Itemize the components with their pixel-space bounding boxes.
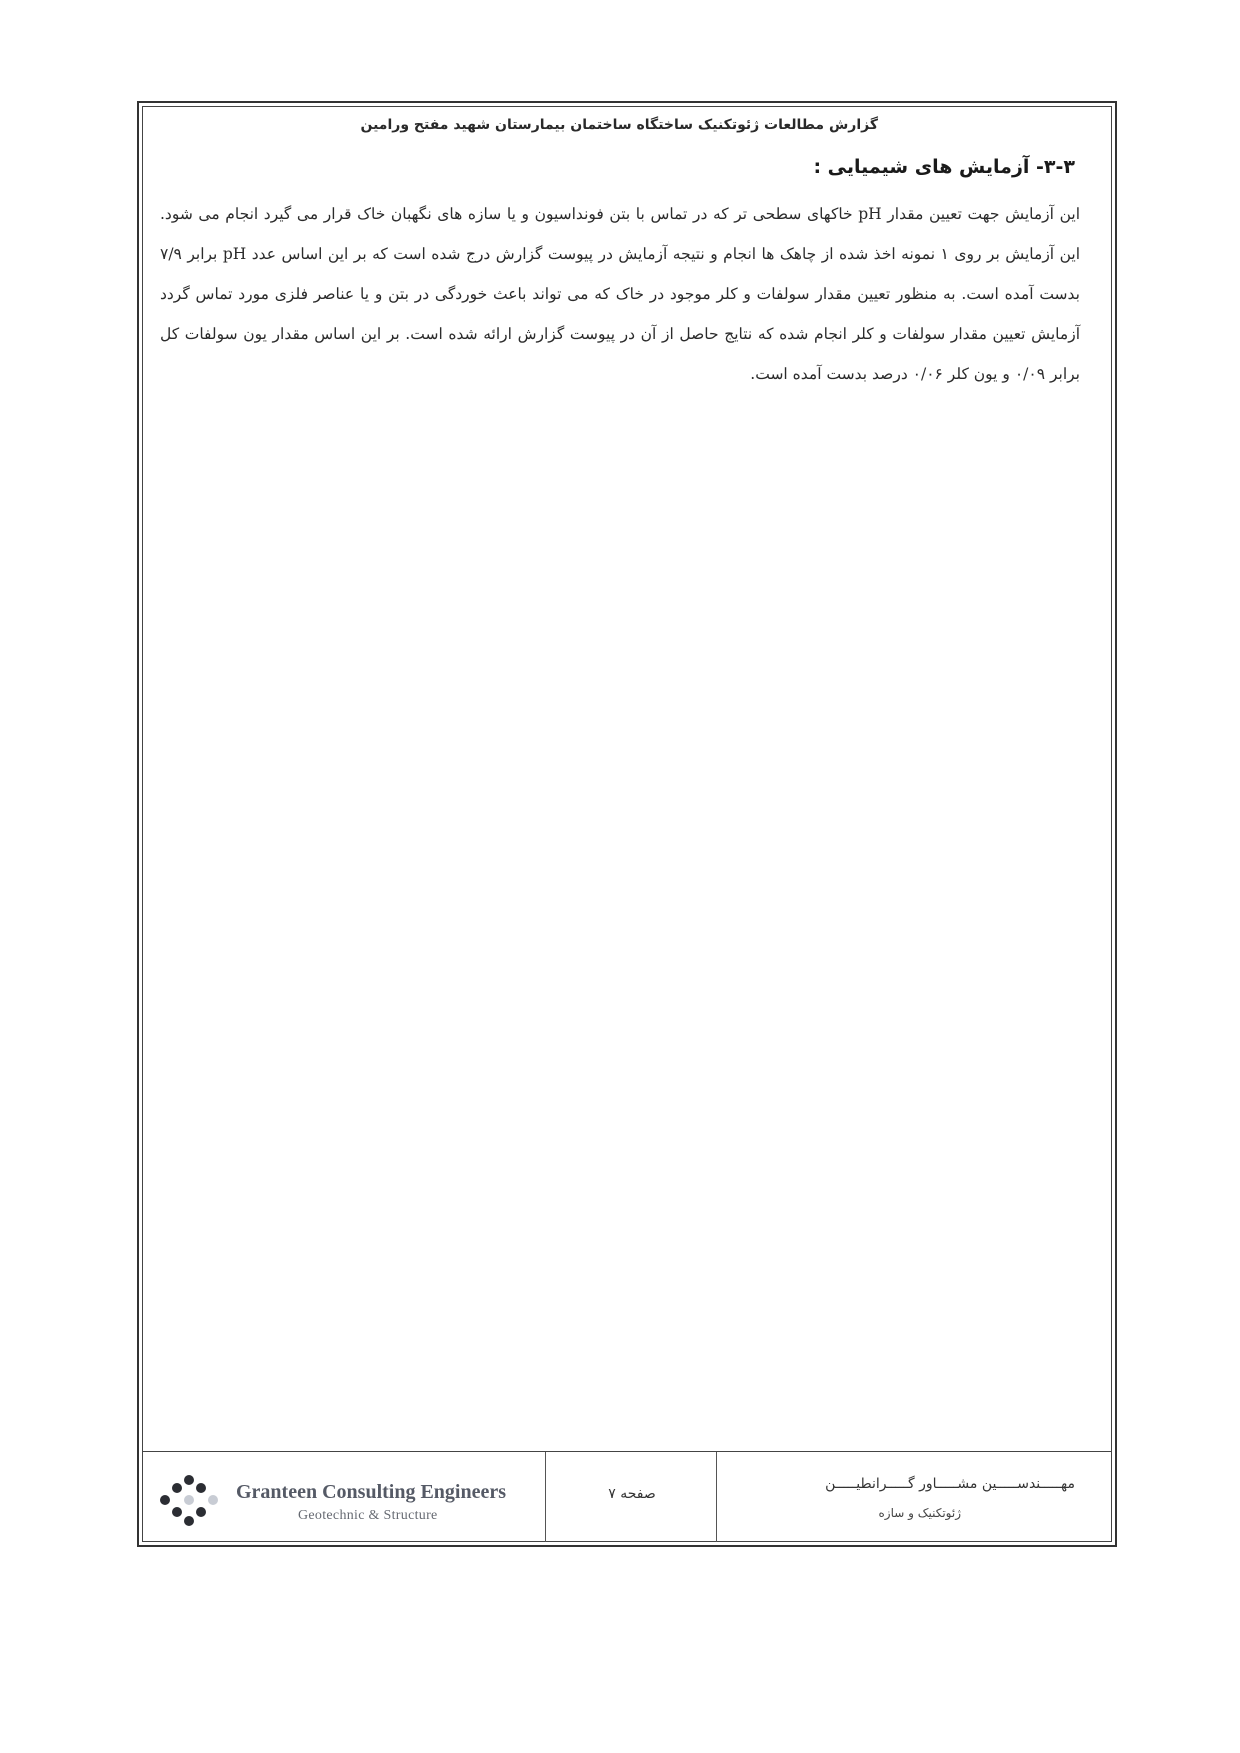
company-name-persian: مهـــــندســـــین مشـــــاور گـــــرانطیـــــن	[825, 1476, 1075, 1492]
logo-dot	[184, 1495, 194, 1505]
company-tagline-english: Geotechnic & Structure	[298, 1508, 438, 1523]
page-footer	[143, 1451, 1111, 1541]
granteen-logo-icon	[159, 1474, 219, 1526]
logo-dot	[196, 1483, 206, 1493]
company-name-english: Granteen Consulting Engineers	[236, 1481, 507, 1503]
report-header-title: گزارش مطالعات ژئوتکنیک ساختگاه ساختمان بیمارستان شهید مفتح ورامین	[360, 117, 878, 133]
logo-dot	[160, 1495, 170, 1505]
footer-company-cell	[717, 1452, 1111, 1542]
footer-page-cell	[545, 1452, 717, 1542]
page-number: صفحه ۷	[608, 1486, 656, 1502]
section-heading: ۳-۳- آزمایش های شیمیایی :	[813, 156, 1075, 178]
logo-dot	[184, 1475, 194, 1485]
logo-dot	[172, 1483, 182, 1493]
footer-logo-cell	[143, 1452, 545, 1542]
company-tagline-persian: ژئوتکنیک و سازه	[878, 1506, 961, 1520]
body-paragraph: این آزمایش جهت تعیین مقدار pH خاکهای سطحی تر که در تماس با بتن فونداسیون و یا سازه های نگهبان خاک قرار می گیرد انجام می شود. این آزمایش بر روی ۱ نمونه اخذ شده از چاهک ها انجام و نتیجه آزمایش در پیوست گزارش درج شده است که بر این اساس عدد pH برابر ۷/۹ بدست آمده است. به منظور تعیین مقدار سولفات و کلر موجود در خاک که می تواند باعث خوردگی در بتن و یا عناصر فلزی مورد تماس گردد آزمایش تعیین مقدار سولفات و کلر انجام شده که نتایج حاصل از آن در پیوست گزارش ارائه شده است. بر این اساس مقدار یون سولفات کل برابر ۰/۰۹ و یون کلر ۰/۰۶ درصد بدست آمده است.	[160, 205, 1080, 383]
logo-dot	[172, 1507, 182, 1517]
logo-dot	[184, 1516, 194, 1526]
logo-dot	[208, 1495, 218, 1505]
section-body	[160, 194, 1080, 394]
logo-dot	[196, 1507, 206, 1517]
